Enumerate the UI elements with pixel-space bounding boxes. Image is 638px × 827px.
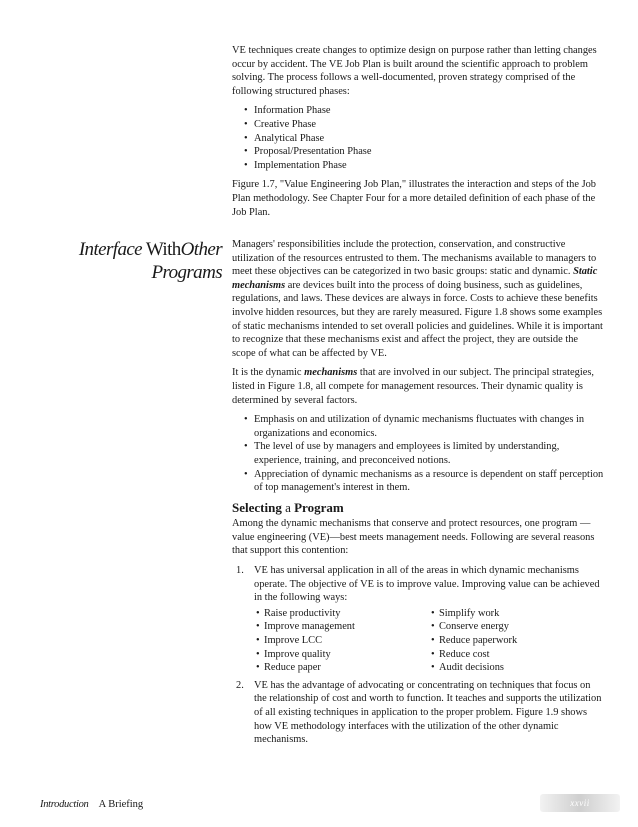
item-number: 1.: [236, 565, 244, 577]
numbered-item: [232, 679, 604, 747]
list-item: • Emphasis on and utilization of dynamic mechanisms fluctuates with changes in organizations and economics.: [232, 413, 604, 440]
ways-right-column: [429, 607, 604, 675]
item-number: 2.: [236, 679, 244, 691]
list-item: • Analytical Phase: [232, 132, 604, 146]
numbered-item: [232, 564, 604, 675]
list-item: • Conserve energy: [429, 620, 604, 634]
item-text: VE has the advantage of advocating or concentrating on techniques that focus on the relationship of cost and worth to function. It teaches and supports the utilization of all existing techniques in application to the proper problem. Figure 1.9 shows how VE methodology interfaces with the utilization of the other dynamic mechanisms.: [254, 679, 602, 746]
emphasis-text: mechanisms: [304, 367, 358, 379]
heading-italic-word: Interface: [78, 239, 143, 260]
paragraph-text: that are involved in our subject. The principal strategies, listed in Figure 1.8, all compete for management resources. Their dynamic quality is determined by several factors.: [232, 367, 594, 406]
intro-paragraph: VE techniques create changes to optimize design on purpose rather than letting changes occur by accident. The VE Job Plan is built around the scientific approach to problem solving. The process follows a well-documented, proven strategy comprised of the following structured phases:: [232, 45, 597, 97]
list-item: • Improve management: [254, 620, 429, 634]
figure-reference-paragraph: Figure 1.7, "Value Engineering Job Plan," illustrates the interaction and steps of the Job Plan methodology. See Chapter Four for a more detailed definition of each phase of the Job Plan.: [232, 179, 597, 218]
page-number-badge: [540, 794, 620, 812]
list-item: • Proposal/Presentation Phase: [232, 145, 604, 159]
phase-list: [232, 104, 604, 172]
factor-list: [232, 413, 604, 495]
interface-section: [232, 238, 604, 751]
list-item: • Simplify work: [429, 607, 604, 621]
selecting-paragraph: Among the dynamic mechanisms that conserve and protect resources, one program —value engineering (VE)—best meets management needs. Following are several reasons that support this contention:: [232, 518, 595, 557]
emphasis-text: Static mechanisms: [232, 266, 598, 291]
list-item: • Improve quality: [254, 648, 429, 662]
ways-left-column: [254, 607, 429, 675]
paragraph-text: are devices built into the process of doing business, such as guidelines, regulations, and laws. These devices are always in force. Costs to achieve these benefits involve hidden resources, but they are rarely measured. Figure 1.8 shows some examples of static mechanisms intended to set overall policies and guidelines. While it is important to recognize that these mechanisms exist and affect the project, they are outside the scope of what can be affected by VE.: [232, 279, 603, 359]
item-text: VE has universal application in all of the areas in which dynamic mechanisms operate. The objective of VE is to improve value. Improving value can be achieved in the following ways:: [254, 565, 600, 604]
list-item: • Implementation Phase: [232, 159, 604, 173]
list-item: • Information Phase: [232, 104, 604, 118]
intro-section: [232, 44, 604, 225]
page-number: xxvii: [570, 798, 590, 808]
section-heading: [40, 238, 222, 284]
list-item: • Improve LCC: [254, 634, 429, 648]
heading-word: a: [285, 499, 291, 515]
dynamic-paragraph: [232, 366, 604, 407]
heading-word: Program: [294, 499, 344, 515]
list-item: • Reduce cost: [429, 648, 604, 662]
list-item: • Raise productivity: [254, 607, 429, 621]
heading-italic-word: Other: [180, 239, 222, 260]
list-item: • Audit decisions: [429, 661, 604, 675]
ways-list: [254, 607, 604, 675]
paragraph-text: Managers' responsibilities include the protection, conservation, and constructive utilization of the resources entrusted to them. The mechanisms available to managers to meet these objectives can be categorized in two basic groups: static and dynamic.: [232, 239, 597, 278]
heading-line-two: Programs: [151, 262, 222, 283]
list-item: • Reduce paper: [254, 661, 429, 675]
footer-section-label: Introduction: [40, 799, 89, 810]
heading-word: Selecting: [232, 499, 282, 515]
subsection-heading: [232, 501, 604, 515]
heading-word: With: [145, 239, 181, 260]
list-item: • Appreciation of dynamic mechanisms as a resource is dependent on staff perception of top management's interest in them.: [232, 468, 604, 495]
list-item: • Creative Phase: [232, 118, 604, 132]
page-footer: [40, 799, 143, 810]
footer-title: A Briefing: [98, 799, 144, 810]
list-item: • The level of use by managers and employees is limited by understanding, experience, training, and preconceived notions.: [232, 440, 604, 467]
paragraph-text: It is the dynamic: [232, 367, 302, 379]
list-item: • Reduce paperwork: [429, 634, 604, 648]
managers-paragraph: [232, 238, 604, 360]
